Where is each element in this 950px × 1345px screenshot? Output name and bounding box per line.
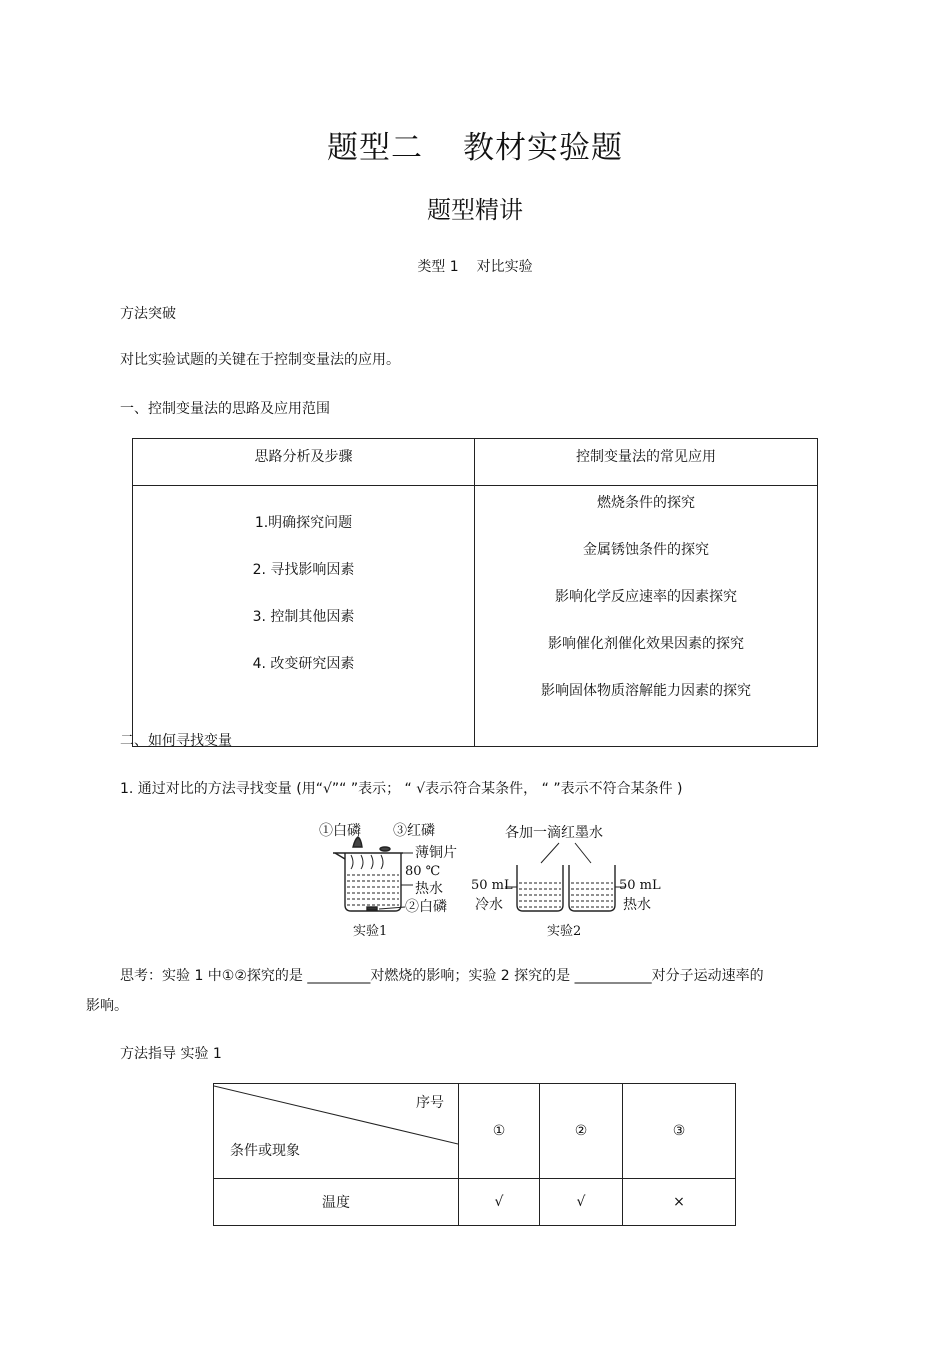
experiment-diagram: [305, 815, 665, 945]
item1-paragraph: 1. 通过对比的方法寻找变量 (用“√”“ ”表示； “ √表示符合某条件， “ ”表示不符合某条件 ): [120, 781, 683, 797]
label-hot-water-2: 热水: [623, 897, 651, 913]
type-heading: [0, 256, 950, 276]
application-item: 金属锈蚀条件的探究: [583, 542, 709, 558]
type-name: 对比实验: [476, 259, 533, 275]
label-red-phosphorus: ③红磷: [393, 823, 435, 839]
control-variable-table: [132, 438, 818, 747]
label-right-volume: 50 mL: [619, 878, 661, 893]
experiment2-beakers: [505, 843, 625, 911]
label-add-red-ink: 各加一滴红墨水: [505, 825, 603, 841]
table2-col-header: ③: [623, 1084, 736, 1179]
label-cold-water: 冷水: [475, 897, 503, 913]
table2-corner-cell: [214, 1084, 459, 1179]
corner-label-condition: 条件或现象: [230, 1143, 300, 1159]
label-copper-sheet: 薄铜片: [415, 845, 457, 861]
method-guide-heading: 方法指导 实验 1: [120, 1046, 222, 1062]
section2-heading: 二、如何寻找变量: [120, 733, 232, 749]
caption-experiment2: 实验2: [547, 924, 582, 939]
intro-paragraph: 对比实验试题的关键在于控制变量法的应用。: [120, 352, 400, 368]
application-item: 影响催化剂催化效果因素的探究: [548, 636, 744, 652]
method-breakthrough-heading: 方法突破: [120, 306, 176, 322]
experiment1-table: [213, 1083, 736, 1226]
caption-experiment1: 实验1: [353, 924, 388, 939]
table2-cell: √: [540, 1179, 623, 1226]
type-label: 类型 1: [417, 259, 459, 275]
label-white-phosphorus-bottom: ②白磷: [405, 899, 447, 915]
title-part1: 题型二: [327, 130, 423, 166]
application-item: 燃烧条件的探究: [597, 495, 695, 511]
step-item: 3. 控制其他因素: [252, 609, 355, 625]
experiment-figure: [305, 815, 665, 945]
label-hot-water-1: 热水: [415, 881, 443, 897]
application-item: 影响化学反应速率的因素探究: [555, 589, 737, 605]
table2-cell: ×: [623, 1179, 736, 1226]
think-question-line2: 影响。: [86, 998, 128, 1014]
table2-col-header: ②: [540, 1084, 623, 1179]
experiment1-beaker: [333, 837, 413, 911]
table2-col-header: ①: [459, 1084, 540, 1179]
table2-row-label: 温度: [214, 1179, 459, 1226]
page-title: [0, 122, 950, 167]
table1-applications-cell: [475, 486, 818, 747]
step-item: 1.明确探究问题: [254, 515, 353, 531]
page-subtitle: 题型精讲: [427, 196, 523, 224]
section1-heading: 一、控制变量法的思路及应用范围: [120, 401, 330, 417]
step-item: 2. 寻找影响因素: [252, 562, 355, 578]
table1-header-steps: 思路分析及步骤: [133, 439, 475, 486]
application-item: 影响固体物质溶解能力因素的探究: [541, 683, 751, 699]
title-part2: 教材实验题: [463, 130, 623, 166]
think-question-line1: 思考：实验 1 中①②探究的是 _________对燃烧的影响；实验 2 探究的是 ___________对分子运动速率的: [120, 968, 764, 984]
label-white-phosphorus-top: ①白磷: [319, 823, 361, 839]
label-temperature: 80 ℃: [405, 864, 441, 879]
label-left-volume: 50 mL: [471, 878, 513, 893]
table2-cell: √: [459, 1179, 540, 1226]
table1-steps-cell: [133, 486, 475, 747]
table1-header-applications: 控制变量法的常见应用: [475, 439, 818, 486]
step-item: 4. 改变研究因素: [252, 656, 355, 672]
corner-label-number: 序号: [416, 1095, 444, 1111]
